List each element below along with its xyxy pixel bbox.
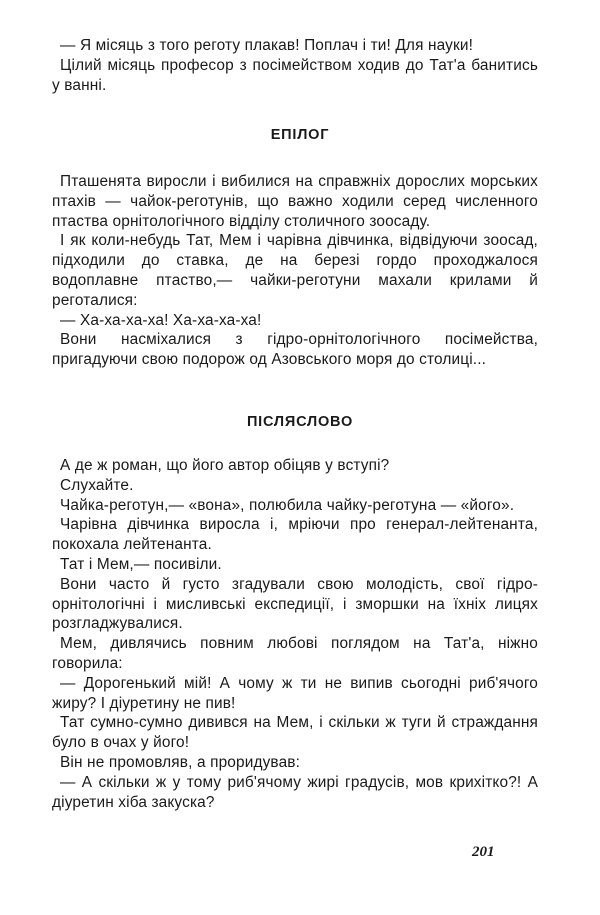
paragraph: Він не промовляв, а проридував: xyxy=(60,753,301,771)
paragraph: Вони насміхалися з гідро-орнітологічного посімейства, пригадуючи свою подорож од Азовського моря до столиці... xyxy=(52,331,538,369)
paragraph: Мем, дивлячись повним любові поглядом на Тат'а, ніжно говорила: xyxy=(52,635,538,672)
paragraph: Слухайте. xyxy=(60,476,134,494)
paragraph: А де ж роман, що його автор обіцяв у вступі? xyxy=(60,457,390,474)
afterword-text xyxy=(52,456,538,812)
paragraph: — Я місяць з того реготу плакав! Поплач і ти! Для науки! xyxy=(60,37,474,54)
afterword-heading: ПІСЛЯСЛОВО xyxy=(246,414,354,430)
epilogue-text xyxy=(52,172,538,370)
paragraph: Вони часто й густо згадували свою молодість, свої гідро-орнітологічні і мисливські експедиції, і зморшки на їхніх лицях розгладжувалися. xyxy=(52,575,538,633)
paragraph: — А скільки ж у тому риб'ячому жирі градусів, мов крихітко?! А діуретин хіба закуска? xyxy=(52,773,538,811)
paragraph: І як коли-небудь Тат, Мем і чарівна дівчинка, відвідуючи зоосад, підходили до ставка, де на березі гордо проходжалося водоплавне птаство,— чайки-реготуни махали крилами й реготалися: xyxy=(52,232,538,309)
paragraph: Пташенята виросли і вибилися на справжніх дорослих морських птахів — чайок-реготунів, що важно ходили серед численного птаства орнітологічного відділу столичного зоосаду. xyxy=(52,173,538,230)
opening-text xyxy=(52,36,538,95)
epilogue-heading: ЕПІЛОГ xyxy=(270,127,330,143)
paragraph: Тат сумно-сумно дивився на Мем, і скільки ж туги й страждання було в очах у його! xyxy=(52,714,538,752)
page-number: 201 xyxy=(472,844,495,860)
paragraph: Тат і Мем,— посивіли. xyxy=(60,555,222,573)
paragraph: Чайка-реготун,— «вона», полюбила чайку-реготуна — «його». xyxy=(60,496,515,514)
paragraph: Цілий місяць професор з посімейством ходив до Тат'а банитись у ванні. xyxy=(52,56,538,94)
paragraph: — Ха-ха-ха-ха! Ха-ха-ха-ха! xyxy=(60,311,262,329)
paragraph: — Дорогенький мій! А чому ж ти не випив сьогодні риб'ячого жиру? І діуретину не пив! xyxy=(52,674,538,712)
paragraph: Чарівна дівчинка виросла і, мріючи про генерал-лейтенанта, покохала лейтенанта. xyxy=(52,516,538,554)
